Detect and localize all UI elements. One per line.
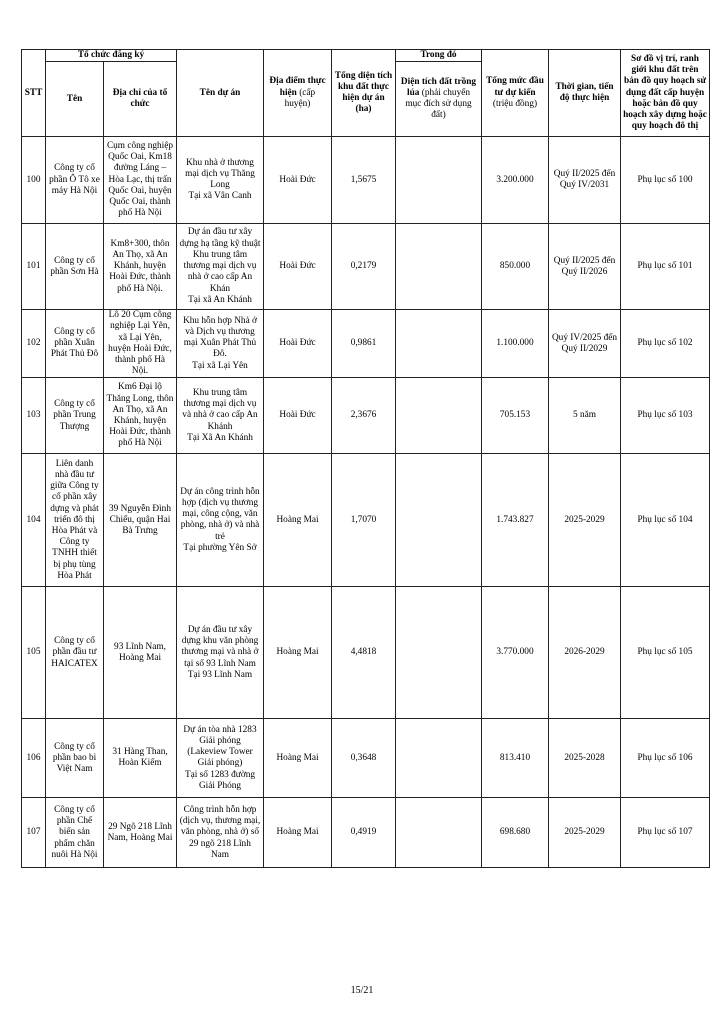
- project-site: Tại 93 Lĩnh Nam: [187, 669, 253, 680]
- cell-area: 2,3676: [332, 378, 396, 454]
- cell-schedule: 5 năm: [549, 378, 621, 454]
- header-project: Tên dự án: [177, 50, 264, 137]
- project-site: Tại số 1283 đường Giải Phóng: [184, 769, 256, 791]
- cell-address: 39 Nguyễn Đình Chiểu, quận Hai Bà Trưng: [104, 454, 177, 587]
- project-title: Khu nhà ở thương mại dịch vụ Thăng Long: [185, 157, 255, 191]
- header-location: [264, 50, 332, 137]
- header-investment-main: Tổng mức đầu tư dự kiến: [486, 76, 544, 98]
- cell-location: Hoài Đức: [264, 378, 332, 454]
- cell-area: 0,4919: [332, 798, 396, 868]
- cell-area: 1,7070: [332, 454, 396, 587]
- table-row: [22, 137, 710, 224]
- cell-rice: [396, 719, 482, 798]
- cell-stt: 100: [22, 137, 46, 224]
- project-table: [21, 49, 710, 868]
- cell-rice: [396, 454, 482, 587]
- cell-project: [177, 310, 264, 378]
- page-number: 15/21: [350, 985, 374, 996]
- header-org-group: Tổ chức đăng ký: [46, 50, 177, 62]
- cell-map: Phụ lục số 105: [621, 587, 710, 719]
- header-location-sub: (cấp huyện): [284, 87, 316, 109]
- cell-map: Phụ lục số 104: [621, 454, 710, 587]
- project-site: Tại xã Lại Yên: [192, 360, 248, 371]
- cell-investment: 3.770.000: [482, 587, 549, 719]
- cell-project: [177, 454, 264, 587]
- cell-investment: 1.743.827: [482, 454, 549, 587]
- header-total-area: Tổng diện tích khu đất thực hiện dự án (ha): [332, 50, 396, 137]
- cell-name: Công ty cổ phần bao bì Việt Nam: [46, 719, 104, 798]
- cell-project: [177, 719, 264, 798]
- cell-address: 93 Lĩnh Nam, Hoàng Mai: [104, 587, 177, 719]
- cell-address: Cụm công nghiệp Quốc Oai, Km18 đường Láng – Hòa Lạc, thị trấn Quốc Oai, huyện Quốc Oai, thành phố Hà Nội: [104, 137, 177, 224]
- cell-name: Công ty cổ phần Sơn Hà: [46, 224, 104, 310]
- cell-rice: [396, 378, 482, 454]
- project-title: Dự án tòa nhà 1283 Giải phóng (Lakeview Tower Giải phóng): [183, 724, 257, 769]
- cell-name: Công ty cổ phần Ô Tô xe máy Hà Nội: [46, 137, 104, 224]
- header-rice-sub: (phải chuyển mục đích sử dụng đất): [405, 88, 472, 121]
- cell-name: Liên danh nhà đầu tư giữa Công ty cổ phần xây dựng và phát triển đô thị Hòa Phát và Công ty TNHH thiết bị phụ tùng Hòa Phát: [46, 454, 104, 587]
- cell-address: 29 Ngõ 218 Lĩnh Nam, Hoàng Mai: [104, 798, 177, 868]
- cell-location: Hoài Đức: [264, 310, 332, 378]
- project-title: Công trình hỗn hợp (dịch vụ, thương mại, văn phòng, nhà ở) số 29 ngõ 218 Lĩnh Nam: [179, 804, 261, 860]
- cell-area: 0,2179: [332, 224, 396, 310]
- cell-address: Lô 20 Cụm công nghiệp Lại Yên, xã Lại Yên, huyện Hoài Đức, thành phố Hà Nội.: [104, 310, 177, 378]
- cell-name: Công ty cổ phần Xuân Phát Thủ Đô: [46, 310, 104, 378]
- cell-stt: 105: [22, 587, 46, 719]
- cell-map: Phụ lục số 102: [621, 310, 710, 378]
- cell-stt: 107: [22, 798, 46, 868]
- cell-map: Phụ lục số 101: [621, 224, 710, 310]
- cell-investment: 705.153: [482, 378, 549, 454]
- cell-rice: [396, 224, 482, 310]
- header-rice: [396, 62, 482, 137]
- cell-name: Công ty cổ phần Chế biến sản phẩm chăn nuôi Hà Nội: [46, 798, 104, 868]
- cell-stt: 106: [22, 719, 46, 798]
- cell-map: Phụ lục số 107: [621, 798, 710, 868]
- header-stt: STT: [22, 50, 46, 137]
- cell-investment: 1.100.000: [482, 310, 549, 378]
- cell-schedule: 2025-2029: [549, 798, 621, 868]
- project-site: Tại xã An Khánh: [188, 294, 252, 305]
- project-title: Khu trung tâm thương mại dịch vụ và nhà ở cao cấp An Khánh: [182, 387, 258, 432]
- header-investment-sub: (triệu đồng): [492, 98, 538, 109]
- header-rice-main: Diện tích đất trồng lúa: [400, 76, 477, 98]
- project-site: Tại Xã An Khánh: [187, 432, 253, 443]
- cell-rice: [396, 310, 482, 378]
- cell-name: Công ty cổ phần đầu tư HAICATEX: [46, 587, 104, 719]
- cell-address: Km8+300, thôn An Thọ, xã An Khánh, huyện Hoài Đức, thành phố Hà Nội.: [104, 224, 177, 310]
- project-site: Tại xã Vân Canh: [188, 191, 252, 202]
- table-row: [22, 719, 710, 798]
- cell-schedule: Quý II/2025 đến Quý IV/2031: [549, 137, 621, 224]
- project-title: Khu hỗn hợp Nhà ở và Dịch vụ thương mại Xuân Phát Thủ Đô.: [183, 315, 257, 360]
- cell-stt: 101: [22, 224, 46, 310]
- cell-schedule: 2025-2028: [549, 719, 621, 798]
- header-investment: [482, 50, 549, 137]
- cell-map: Phụ lục số 106: [621, 719, 710, 798]
- cell-map: Phụ lục số 103: [621, 378, 710, 454]
- cell-area: 1,5675: [332, 137, 396, 224]
- cell-investment: 813.410: [482, 719, 549, 798]
- header-schedule: Thời gian, tiến độ thực hiện: [549, 50, 621, 137]
- table-row: [22, 378, 710, 454]
- cell-area: 0,3648: [332, 719, 396, 798]
- cell-schedule: Quý IV/2025 đến Quý II/2029: [549, 310, 621, 378]
- cell-schedule: Quý II/2025 đến Quý II/2026: [549, 224, 621, 310]
- cell-rice: [396, 137, 482, 224]
- cell-project: [177, 587, 264, 719]
- header-of-which: Trong đó: [396, 50, 482, 62]
- table-row: [22, 224, 710, 310]
- header-name: Tên: [46, 62, 104, 137]
- cell-rice: [396, 798, 482, 868]
- table-row: [22, 310, 710, 378]
- header-map: Sơ đồ vị trí, ranh giới khu đất trên bản đồ quy hoạch sử dụng đất cấp huyện hoặc bản đồ quy hoạch xây dựng hoặc quy hoạch đô thị: [621, 50, 710, 137]
- cell-location: Hoàng Mai: [264, 587, 332, 719]
- table-row: [22, 454, 710, 587]
- cell-name: Công ty cổ phần Trung Thượng: [46, 378, 104, 454]
- cell-area: 0,9861: [332, 310, 396, 378]
- header-location-main: Địa điểm thực hiện: [269, 76, 326, 98]
- cell-investment: 850.000: [482, 224, 549, 310]
- cell-project: [177, 137, 264, 224]
- project-site: Tại phường Yên Sở: [183, 542, 257, 553]
- cell-stt: 103: [22, 378, 46, 454]
- project-title: Dự án đầu tư xây dựng khu văn phòng thương mại và nhà ở tại số 93 Lĩnh Nam: [181, 624, 259, 669]
- cell-rice: [396, 587, 482, 719]
- cell-location: Hoàng Mai: [264, 798, 332, 868]
- cell-stt: 104: [22, 454, 46, 587]
- cell-area: 4,4818: [332, 587, 396, 719]
- cell-schedule: 2026-2029: [549, 587, 621, 719]
- cell-schedule: 2025-2029: [549, 454, 621, 587]
- cell-investment: 698.680: [482, 798, 549, 868]
- cell-project: [177, 798, 264, 868]
- cell-location: Hoài Đức: [264, 137, 332, 224]
- cell-address: 31 Hàng Than, Hoàn Kiếm: [104, 719, 177, 798]
- cell-map: Phụ lục số 100: [621, 137, 710, 224]
- project-title: Dự án công trình hỗn hợp (dịch vụ thương mại, công cộng, văn phòng, nhà ở) và nhà trẻ: [180, 486, 260, 542]
- table-row: [22, 587, 710, 719]
- project-title: Dự án đầu tư xây dựng hạ tầng kỹ thuật Khu trung tâm thương mại dịch vụ nhà ở cao cấp An Khán: [179, 227, 261, 294]
- cell-stt: 102: [22, 310, 46, 378]
- cell-investment: 3.200.000: [482, 137, 549, 224]
- header-address: Địa chỉ của tổ chức: [104, 62, 177, 137]
- cell-location: Hoàng Mai: [264, 719, 332, 798]
- cell-address: Km6 Đại lộ Thăng Long, thôn An Thọ, xã An Khánh, huyện Hoài Đức, thành phố Hà Nội: [104, 378, 177, 454]
- cell-project: [177, 224, 264, 310]
- cell-project: [177, 378, 264, 454]
- cell-location: Hoàng Mai: [264, 454, 332, 587]
- table-row: [22, 798, 710, 868]
- cell-location: Hoài Đức: [264, 224, 332, 310]
